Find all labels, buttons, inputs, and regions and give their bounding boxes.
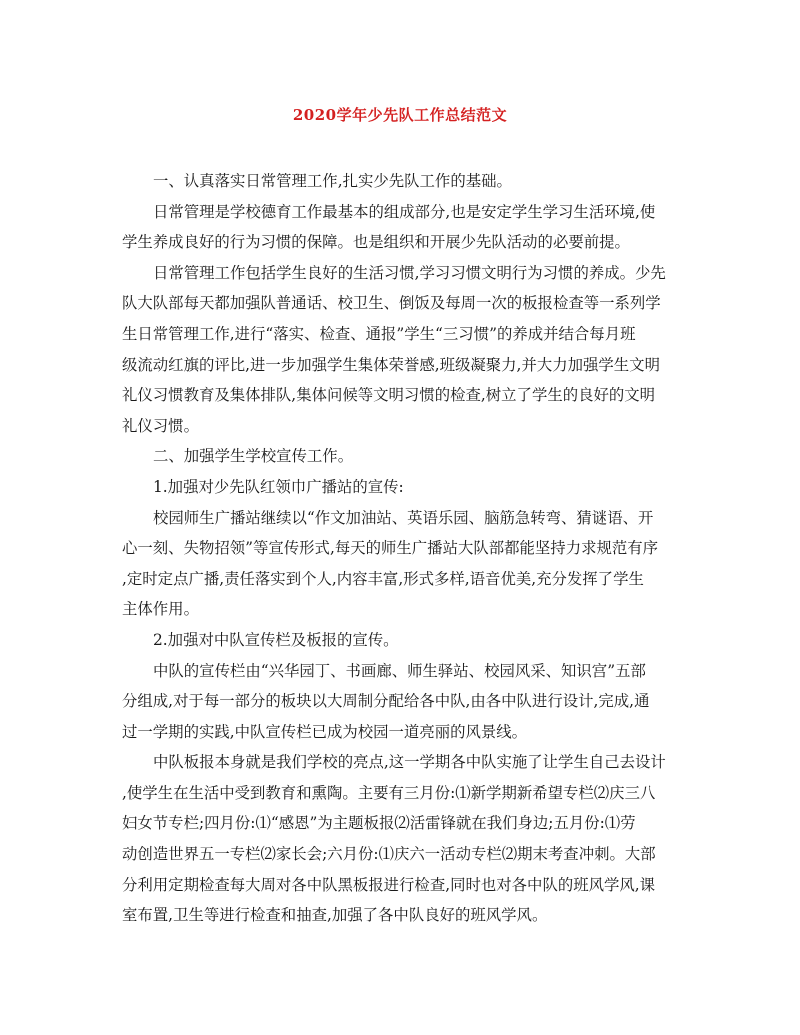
body-line: 礼仪习惯。 — [122, 416, 199, 435]
body-line: ,定时定点广播,责任落实到个人,内容丰富,形式多样,语音优美,充分发挥了学生 — [122, 569, 644, 588]
body-line: 中队的宣传栏由“兴华园丁、书画廊、师生驿站、校园风采、知识宫”五部 — [153, 661, 646, 680]
body-line: 中队板报本身就是我们学校的亮点,这一学期各中队实施了让学生自己去设计 — [153, 753, 666, 772]
body-line: 二、加强学生学校宣传工作。 — [153, 447, 354, 466]
body-line: 动创造世界五一专栏⑵家长会;六月份:⑴庆六一活动专栏⑵期末考查冲刺。大部 — [122, 845, 656, 864]
document-title: 2020学年少先队工作总结范文 — [292, 106, 508, 124]
body-line: 日常管理工作包括学生良好的生活习惯,学习习惯文明行为习惯的养成。少先 — [153, 263, 666, 282]
body-line: 妇女节专栏;四月份:⑴“感恩”为主题板报⑵活雷锋就在我们身边;五月份:⑴劳 — [122, 814, 636, 833]
body-line: 分组成,对于每一部分的板块以大周制分配给各中队,由各中队进行设计,完成,通 — [122, 692, 650, 711]
body-line: 生日常管理工作,进行“落实、检查、通报”学生“三习惯”的养成并结合每月班 — [122, 324, 636, 343]
body-line: 队大队部每天都加强队普通话、校卫生、倒饭及每周一次的板报检查等一系列学 — [122, 294, 661, 313]
body-line: 校园师生广播站继续以“作文加油站、英语乐园、脑筋急转弯、猜谜语、开 — [153, 508, 654, 527]
body-line: 过一学期的实践,中队宣传栏已成为校园一道亮丽的风景线。 — [122, 722, 528, 741]
body-line: 室布置,卫生等进行检查和抽查,加强了各中队良好的班风学风。 — [122, 906, 548, 925]
body-line: ,使学生在生活中受到教育和熏陶。主要有三月份:⑴新学期新希望专栏⑵庆三八 — [122, 783, 656, 802]
document-body — [122, 166, 678, 931]
body-line: 1.加强对少先队红领巾广播站的宣传: — [153, 477, 404, 496]
body-line: 心一刻、失物招领”等宣传形式,每天的师生广播站大队部都能坚持力求规范有序 — [122, 539, 659, 558]
body-line: 主体作用。 — [122, 600, 199, 619]
body-line: 2.加强对中队宣传栏及板报的宣传。 — [153, 630, 399, 649]
body-line: 日常管理是学校德育工作最基本的组成部分,也是安定学生学习生活环境,使 — [153, 202, 656, 221]
body-line: 学生养成良好的行为习惯的保障。也是组织和开展少先队活动的必要前提。 — [122, 233, 630, 252]
body-line: 级流动红旗的评比,进一步加强学生集体荣誉感,班级凝聚力,并大力加强学生文明 — [122, 355, 660, 374]
body-line: 一、认真落实日常管理工作,扎实少先队工作的基础。 — [153, 172, 512, 190]
body-line: 礼仪习惯教育及集体排队,集体问候等文明习惯的检查,树立了学生的良好的文明 — [122, 386, 656, 405]
body-line: 分利用定期检查每大周对各中队黑板报进行检查,同时也对各中队的班风学风,课 — [122, 875, 656, 894]
